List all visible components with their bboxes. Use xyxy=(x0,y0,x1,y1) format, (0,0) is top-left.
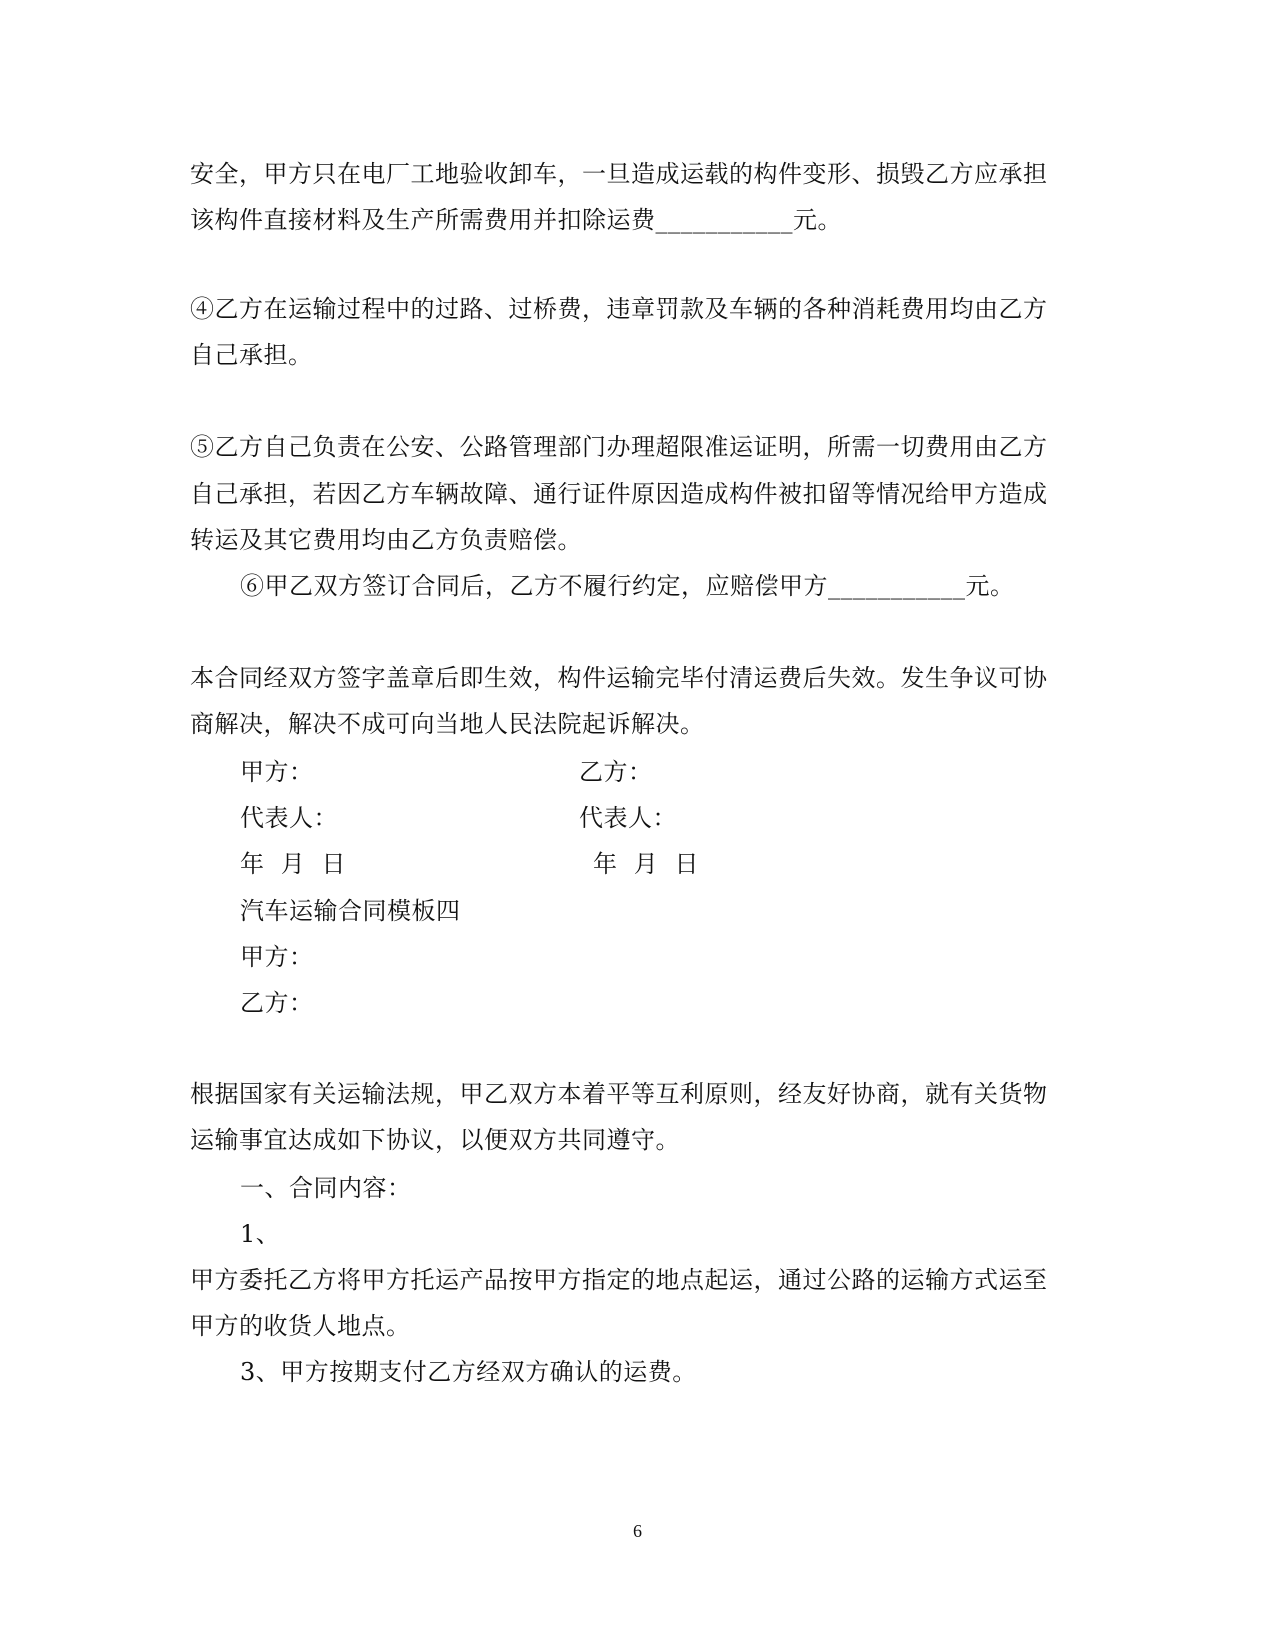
party-b-header: 乙方： xyxy=(240,989,314,1017)
paragraph-line: 转运及其它费用均由乙方负责赔偿。 xyxy=(190,526,582,554)
paragraph-line: 本合同经双方签字盖章后即生效，构件运输完毕付清运费后失效。发生争议可协 xyxy=(190,664,1048,692)
party-a-label: 甲方： xyxy=(240,758,314,786)
paragraph-line: 商解决，解决不成可向当地人民法院起诉解决。 xyxy=(190,710,705,738)
party-b-label: 乙方： xyxy=(579,758,653,786)
paragraph-line: ④乙方在运输过程中的过路、过桥费，违章罚款及车辆的各种消耗费用均由乙方 xyxy=(190,295,1048,323)
paragraph-line: 该构件直接材料及生产所需费用并扣除运费___________元。 xyxy=(190,206,842,234)
page-number: 6 xyxy=(633,1521,642,1541)
representative-a-label: 代表人： xyxy=(240,804,338,832)
paragraph-line: 自己承担，若因乙方车辆故障、通行证件原因造成构件被扣留等情况给甲方造成 xyxy=(190,480,1048,508)
paragraph-line: 根据国家有关运输法规，甲乙双方本着平等互利原则，经友好协商，就有关货物 xyxy=(190,1080,1048,1108)
representative-b-label: 代表人： xyxy=(579,804,677,832)
party-a-header: 甲方： xyxy=(240,943,314,971)
paragraph-line: ⑤乙方自己负责在公安、公路管理部门办理超限准运证明，所需一切费用由乙方 xyxy=(190,433,1048,461)
paragraph-line: 甲方委托乙方将甲方托运产品按甲方指定的地点起运，通过公路的运输方式运至 xyxy=(190,1266,1048,1294)
paragraph-line: ⑥甲乙双方签订合同后，乙方不履行约定，应赔偿甲方___________元。 xyxy=(240,572,1015,600)
date-b: 年 月 日 xyxy=(593,850,700,878)
paragraph-line: 3、甲方按期支付乙方经双方确认的运费。 xyxy=(240,1358,697,1386)
section-title: 汽车运输合同模板四 xyxy=(240,897,461,925)
paragraph-line: 运输事宜达成如下协议，以便双方共同遵守。 xyxy=(190,1126,680,1154)
paragraph-line: 甲方的收货人地点。 xyxy=(190,1312,411,1340)
section-heading: 一、合同内容： xyxy=(240,1174,412,1202)
date-a: 年 月 日 xyxy=(240,850,347,878)
paragraph-line: 自己承担。 xyxy=(190,341,313,369)
paragraph-line: 安全，甲方只在电厂工地验收卸车，一旦造成运载的构件变形、损毁乙方应承担 xyxy=(190,160,1048,188)
list-item-number: 1、 xyxy=(240,1220,281,1248)
